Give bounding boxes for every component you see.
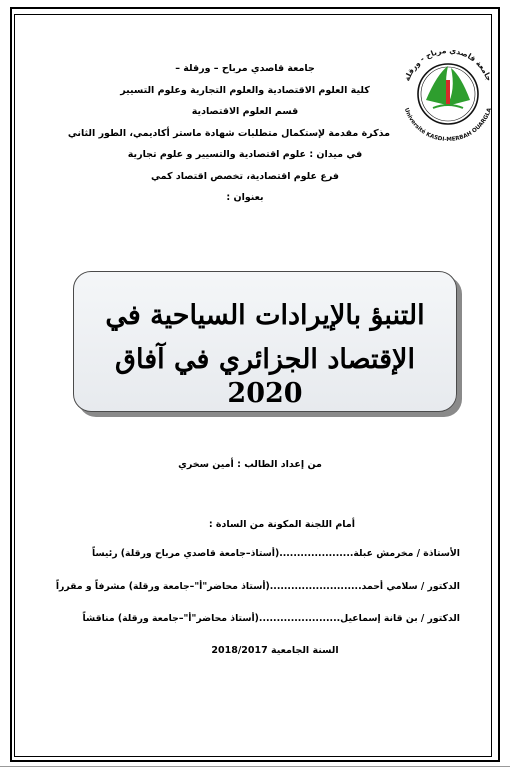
thesis-type: مذكرة مقدمة لإستكمال متطلبات شهادة ماستر أكاديمي، الطور الثاني [67,127,390,139]
branch-line: فرع علوم اقتصادية، تخصص اقتصاد كمي [151,170,339,182]
committee-member-supervisor: الدكتور / سلامي أحمد..........................(أستاذ محاضر"أ"–جامعة ورقلة) مشرفاً و مقرراً [55,581,460,592]
faculty-name: كلية العلوم الاقتصادية والعلوم التجارية وعلوم التسيير [120,84,370,96]
thesis-title-line-2: الإقتصاد الجزائري في آفاق 2020 [115,344,415,409]
student-name: من إعداد الطالب : أمين سخري [178,459,322,470]
logo-arc-text-bottom: Université KASDI-MERBAH OUARGLA [402,107,494,144]
logo-arc-text-top: جامعة قاصدي مرباح - ورقلة [402,45,494,83]
page-bottom-rule [0,766,510,767]
department-name: قسم العلوم الاقتصادية [191,106,299,117]
committee-member-president: الأستاذة / مخرمش عبلة.....................(أستاذ–جامعة قاصدي مرباح ورقلة) رئيساً [91,548,460,559]
committee-member-examiner: الدكتور / بن قانة إسماعيل.......................(أستاذ محاضر"أ"–جامعة ورقلة) مناقشاً [82,613,460,624]
thesis-title-box [73,271,457,412]
field-line: في ميدان : علوم اقتصادية والتسيير و علوم تجارية [127,149,363,160]
document-header [67,62,390,213]
thesis-title-line-1: التنبؤ بالإيرادات السياحية في [105,300,425,331]
committee-heading: أمام اللجنة المكونة من السادة : [208,519,355,530]
university-logo [393,36,503,146]
academic-year: السنة الجامعية 2018/2017 [211,645,339,656]
title-label: بعنوان : [226,192,264,203]
university-name: جامعة قاصدي مرباح – ورقلة – [175,63,315,74]
